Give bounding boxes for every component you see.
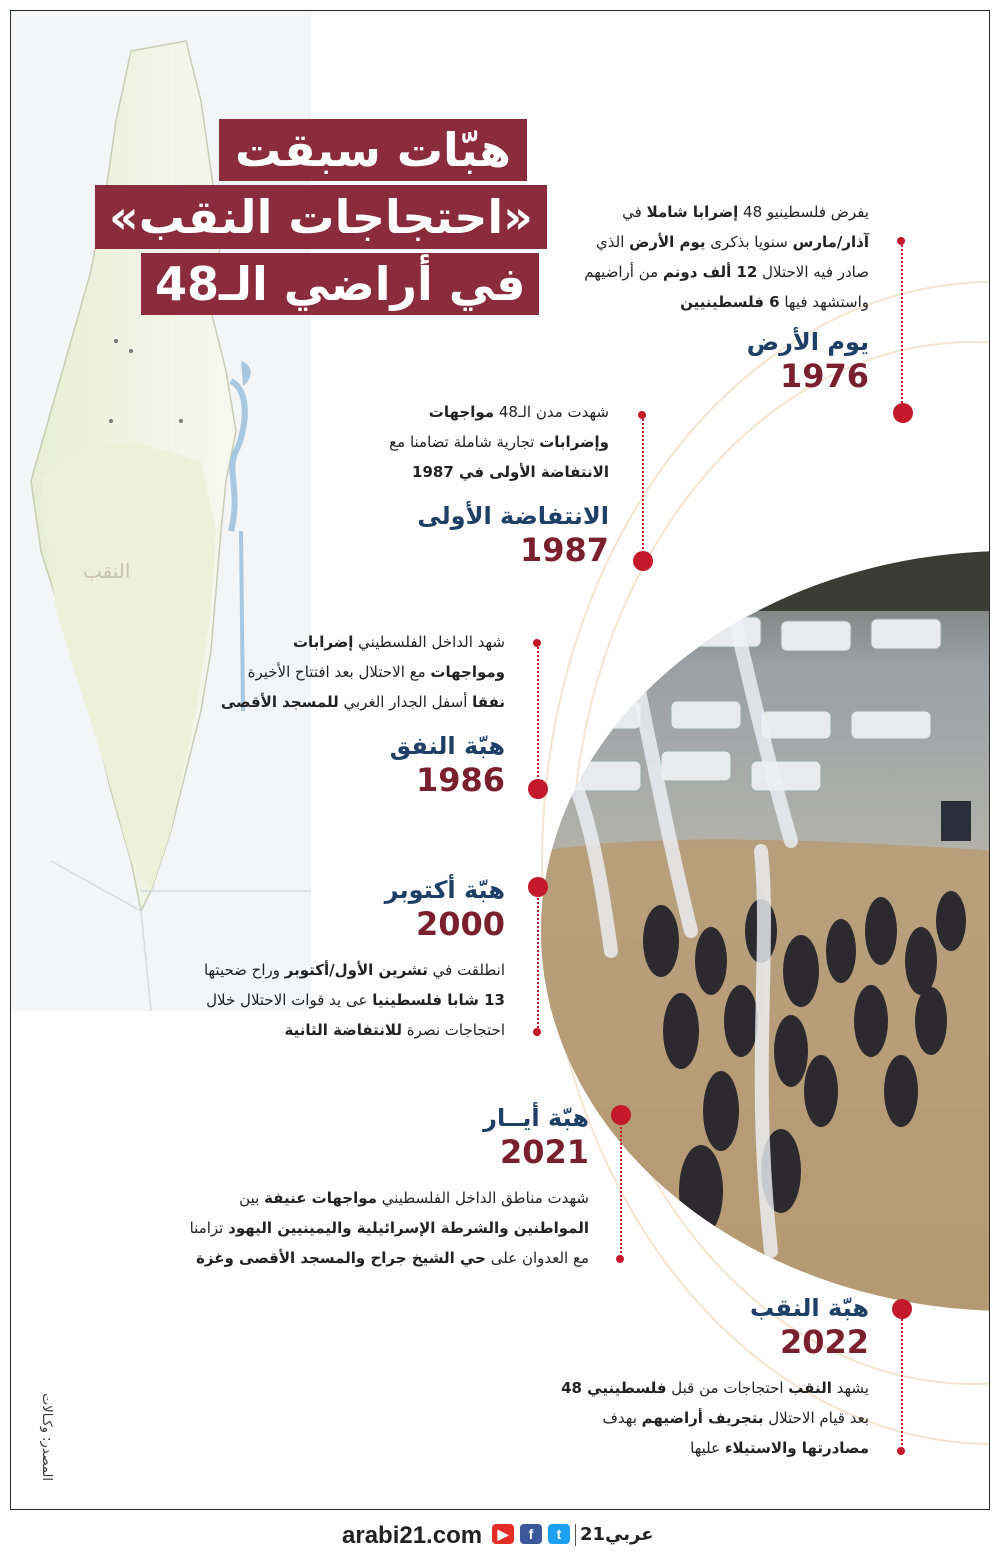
map-label-naqab: النقب (83, 559, 131, 583)
connector-line-2000 (537, 891, 539, 1036)
marker-dot (611, 1105, 631, 1125)
connector-line-1986 (537, 643, 539, 785)
event-2000-heading (205, 875, 505, 943)
event-year: 2000 (415, 905, 505, 943)
site-url[interactable]: arabi21.com (342, 1522, 483, 1549)
twitter-icon[interactable]: t (548, 1524, 570, 1544)
event-2021-heading (289, 1103, 589, 1171)
desc-line: المواطنين والشرطة الإسرائيلية واليمينيين اليهود تزامنا (189, 1219, 589, 1237)
event-1986-desc (85, 627, 505, 717)
desc-line: احتجاجات نصرة للانتفاضة الثانية (284, 1021, 505, 1039)
event-year: 1986 (415, 761, 505, 799)
connector-line-1987 (642, 415, 644, 557)
marker-dot (893, 403, 913, 423)
marker-dot (533, 639, 541, 647)
marker-dot (897, 1447, 905, 1455)
desc-line: واستشهد فيها 6 فلسطينيين (680, 293, 869, 311)
event-year: 2022 (779, 1323, 869, 1361)
marker-dot (638, 411, 646, 419)
event-1976-heading (569, 327, 869, 395)
desc-line: يشهد النقب احتجاجات من قبل فلسطينيي 48 (561, 1379, 869, 1397)
protest-photo (541, 551, 990, 1311)
event-1987-desc (189, 397, 609, 487)
desc-line: مصادرتها والاستيلاء عليها (690, 1439, 869, 1457)
desc-line: انطلقت في تشرين الأول/أكتوبر وراح ضحيتها (203, 961, 505, 979)
infographic-frame (10, 10, 990, 1510)
title-line-1: هبّات سبقت (219, 119, 527, 181)
marker-dot (528, 877, 548, 897)
event-year: 2021 (499, 1133, 589, 1171)
youtube-icon[interactable]: ▶ (492, 1524, 514, 1544)
desc-line: ومواجهات مع الاحتلال بعد افتتاح الأخيرة (247, 663, 505, 681)
marker-dot (616, 1255, 624, 1263)
event-title: هبّة النقب (749, 1294, 869, 1322)
desc-line: شهدت مناطق الداخل الفلسطيني مواجهات عنيفة بين (239, 1189, 589, 1207)
title-line-3: في أراضي الـ48 (141, 253, 539, 315)
event-year: 1987 (519, 531, 609, 569)
event-1986-heading (205, 731, 505, 799)
event-1976-desc (309, 197, 869, 317)
desc-line: آذار/مارس سنويا بذكرى يوم الأرض الذي (596, 233, 869, 251)
desc-line: الانتفاضة الأولى في 1987 (412, 463, 609, 481)
marker-dot (528, 779, 548, 799)
connector-line-2021 (620, 1119, 622, 1261)
desc-line: بعد قيام الاحتلال بتجريف أراضيهم بهدف (602, 1409, 869, 1427)
desc-line: مع العدوان على حي الشيخ جراح والمسجد الأقصى وغزة (196, 1249, 589, 1267)
event-2022-desc (369, 1373, 869, 1463)
connector-line-2022 (901, 1311, 903, 1453)
arabi21-logo: عربي21 (580, 1524, 654, 1545)
facebook-icon[interactable]: f (520, 1524, 542, 1544)
event-1987-heading (309, 501, 609, 569)
connector-line-1976 (901, 241, 903, 411)
marker-dot (892, 1299, 912, 1319)
footer (0, 1512, 1000, 1562)
event-title: هبّة النفق (389, 732, 505, 760)
event-title: هبّة أكتوبر (384, 876, 505, 904)
event-2000-desc (65, 955, 505, 1045)
event-year: 1976 (779, 357, 869, 395)
event-2022-heading (569, 1293, 869, 1361)
divider (575, 1524, 576, 1546)
event-title: هبّة أيــار (483, 1104, 589, 1132)
event-title: الانتفاضة الأولى (417, 502, 609, 530)
desc-line: شهدت مدن الـ48 مواجهات (428, 403, 609, 421)
desc-line: نفقا أسفل الجدار الغربي للمسجد الأقصى (220, 693, 505, 711)
event-2021-desc (89, 1183, 589, 1273)
marker-dot (633, 551, 653, 571)
desc-line: شهد الداخل الفلسطيني إضرابات (292, 633, 505, 651)
source-label: المصدر: وكـالات (39, 1393, 54, 1481)
marker-dot (897, 237, 905, 245)
event-title: يوم الأرض (746, 328, 869, 356)
desc-line: وإضرابات تجارية شاملة تضامنا مع (389, 433, 609, 451)
desc-line: يفرض فلسطينيو 48 إضرابا شاملا في (622, 203, 869, 221)
desc-line: صادر فيه الاحتلال 12 ألف دونم من أراضيهم (584, 263, 869, 281)
title-line-2: «احتجاجات النقب» (95, 185, 547, 249)
marker-dot (533, 1028, 541, 1036)
desc-line: 13 شابا فلسطينيا عى يد قوات الاحتلال خلال (206, 991, 505, 1009)
